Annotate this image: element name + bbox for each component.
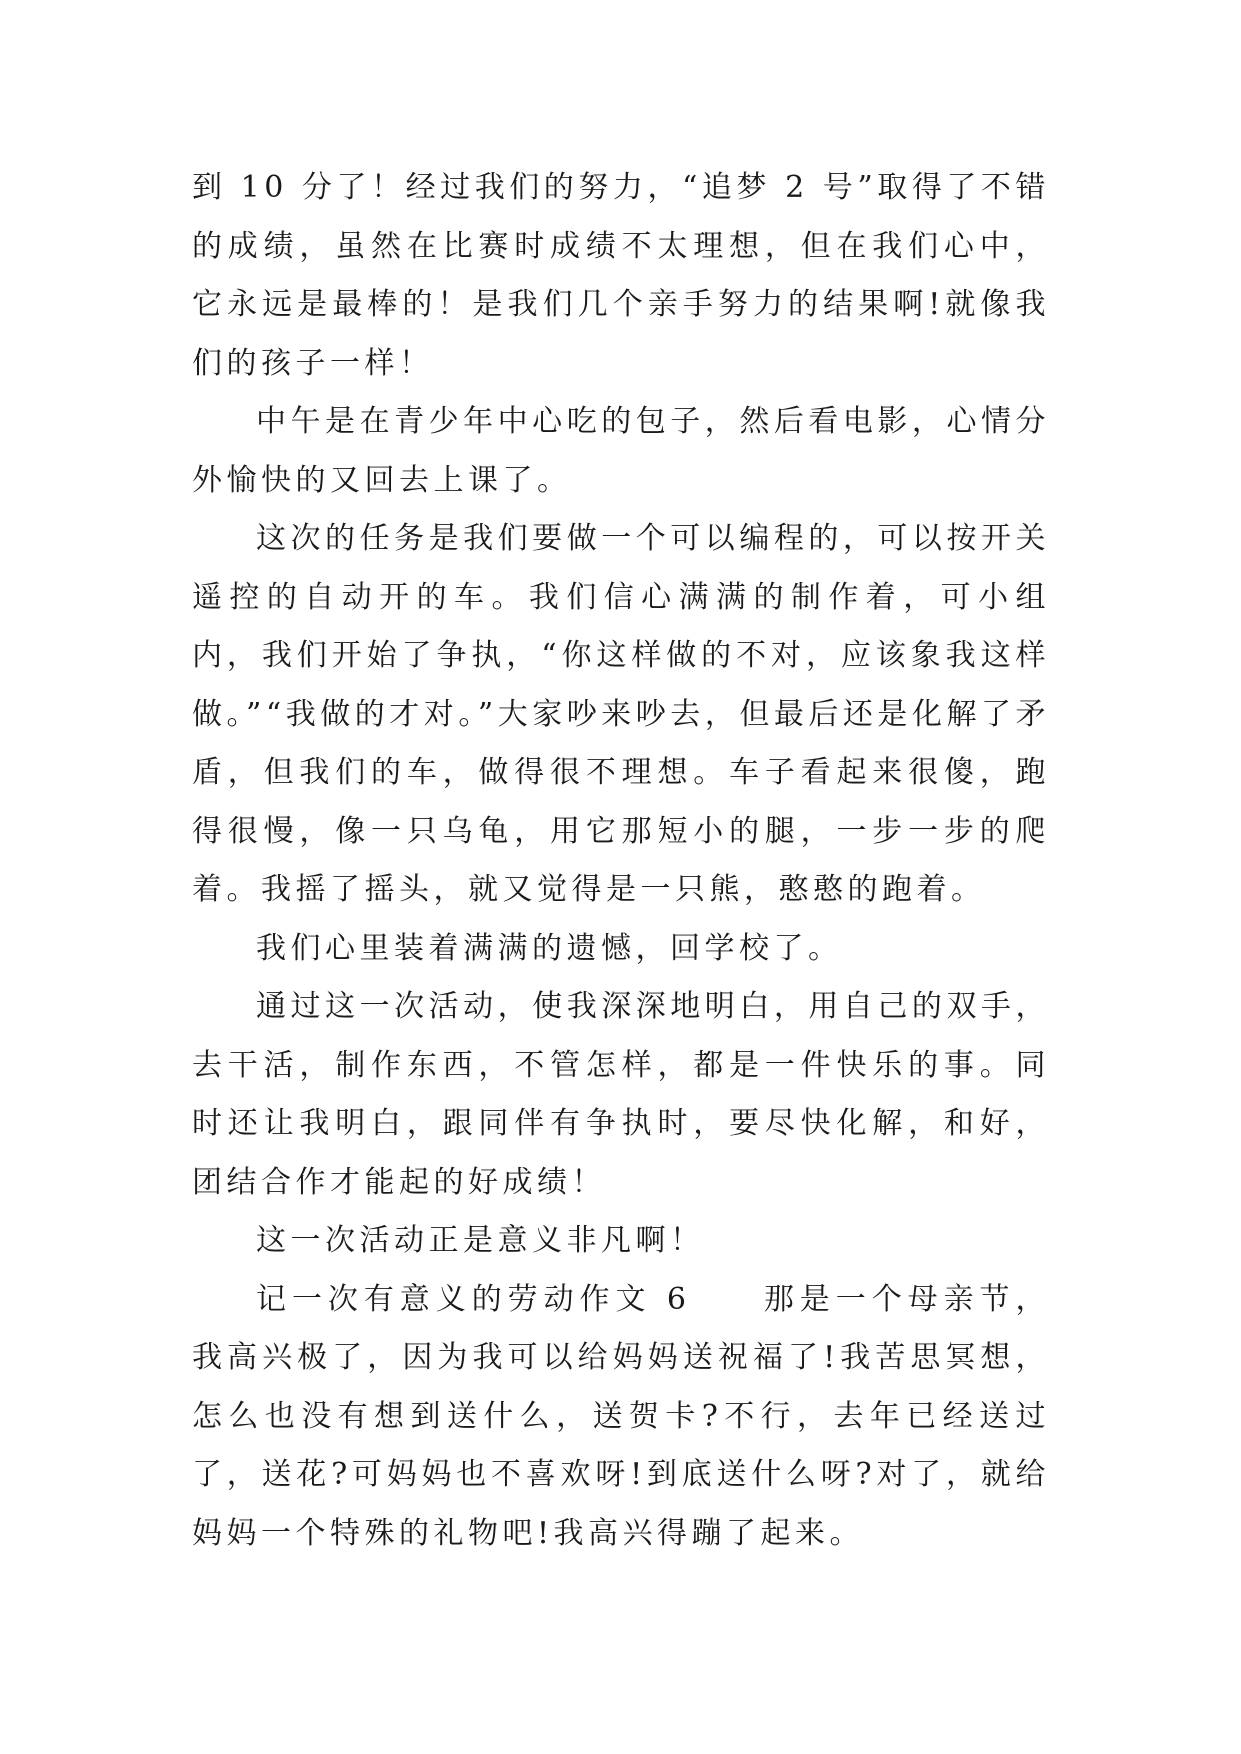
- paragraph-5: 通过这一次活动，使我深深地明白，用自己的双手，去干活，制作东西，不管怎样，都是一件快乐的事。同时还让我明白，跟同伴有争执时，要尽快化解，和好，团结合作才能起的好成绩！: [192, 989, 1050, 1200]
- paragraph-7: 记一次有意义的劳动作文 6 那是一个母亲节，我高兴极了，因为我可以给妈妈送祝福了!我苦思冥想，怎么也没有想到送什么，送贺卡?不行，去年已经送过了，送花?可妈妈也不喜欢呀!到底送什么呀?对了，就给妈妈一个特殊的礼物吧!我高兴得蹦了起来。: [192, 1281, 1050, 1551]
- paragraph-3: 这次的任务是我们要做一个可以编程的，可以按开关遥控的自动开的车。我们信心满满的制作着，可小组内，我们开始了争执，“你这样做的不对，应该象我这样做。”“我做的才对。”大家吵来吵去，但最后还是化解了矛盾，但我们的车，做得很不理想。车子看起来很傻，跑得很慢，像一只乌龟，用它那短小的腿，一步一步的爬着。我摇了摇头，就又觉得是一只熊，憨憨的跑着。: [192, 521, 1050, 907]
- paragraph-4: 我们心里装着满满的遗憾，回学校了。: [256, 930, 843, 966]
- paragraph-6: 这一次活动正是意义非凡啊！: [256, 1223, 705, 1258]
- paragraph-2: 中午是在青少年中心吃的包子，然后看电影，心情分外愉快的又回去上课了。: [192, 404, 1050, 498]
- document-body: [192, 159, 1050, 1563]
- paragraph-1: 到 10 分了！经过我们的努力，“追梦 2 号”取得了不错的成绩，虽然在比赛时成绩不太理想，但在我们心中，它永远是最棒的！是我们几个亲手努力的结果啊!就像我们的孩子一样！: [192, 170, 1050, 381]
